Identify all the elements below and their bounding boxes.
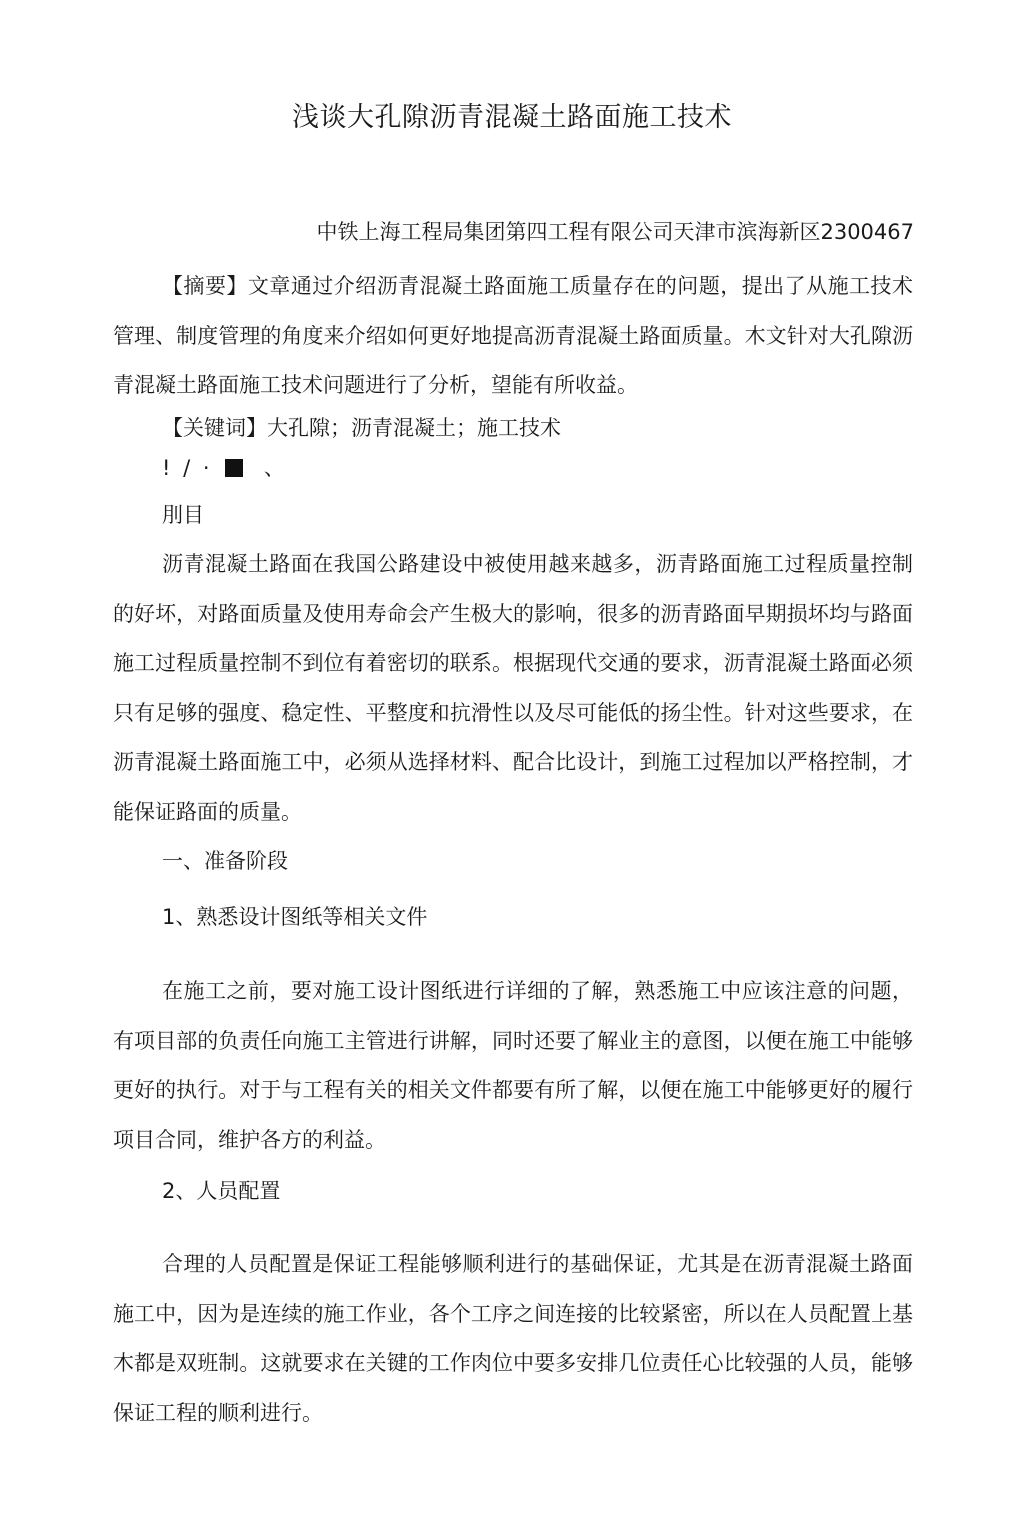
author-affiliation: 中铁上海工程局集团第四工程有限公司天津市滨海新区2300467 bbox=[316, 220, 914, 244]
stray-symbols-right: 、 bbox=[263, 456, 285, 480]
document-title: 浅谈大孔隙沥青混凝土路面施工技术 bbox=[292, 102, 732, 133]
stray-symbols-left: ! / · bbox=[162, 456, 213, 480]
stray-symbols-line bbox=[162, 450, 285, 486]
keywords-line: 【关键词】大孔隙；沥青混凝土；施工技术 bbox=[162, 416, 561, 440]
intro-paragraph: 沥青混凝土路面在我国公路建设中被使用越来越多，沥青路面施工过程质量控制的好坏，对路面质量及使用寿命会产生极大的影响，很多的沥青路面早期损坏均与路面施工过程质量控制不到位有着密切的联系。根据现代交通的要求，沥青混凝土路面必须只有足够的强度、稳定性、平整度和抗滑性以及尽可能低的扬尘性。针对这些要求，在沥青混凝土路面施工中，必须从选择材料、配合比设计，到施工过程加以严格控制，才能保证路面的质量。 bbox=[113, 552, 913, 824]
subsection-heading-staffing: 2、人员配置 bbox=[162, 1179, 281, 1203]
subsection-heading-drawings: 1、熟悉设计图纸等相关文件 bbox=[162, 905, 428, 929]
preface-heading: 刖目 bbox=[162, 503, 204, 527]
section-heading-preparation: 一、准备阶段 bbox=[162, 849, 288, 873]
abstract-paragraph: 【摘要】文章通过介绍沥青混凝土路面施工质量存在的问题，提出了从施工技术管理、制度管理的角度来介绍如何更好地提高沥青混凝土路面质量。木文针对大孔隙沥青混凝土路面施工技术问题进行了分析，望能有所收益。 bbox=[113, 274, 913, 397]
subsection-paragraph-drawings: 在施工之前，要对施工设计图纸进行详细的了解，熟悉施工中应该注意的问题，有项目部的负责任向施工主管进行讲解，同时还要了解业主的意图，以便在施工中能够更好的执行。对于与工程有关的相关文件都要有所了解，以便在施工中能够更好的履行项目合同，维护各方的利益。 bbox=[113, 979, 913, 1152]
subsection-paragraph-staffing: 合理的人员配置是保证工程能够顺利进行的基础保证，尤其是在沥青混凝土路面施工中，因为是连续的施工作业，各个工序之间连接的比较紧密，所以在人员配置上基木都是双班制。这就要求在关键的工作肉位中要多安排几位责任心比较强的人员，能够保证工程的顺利进行。 bbox=[113, 1252, 913, 1425]
black-square-mark bbox=[225, 459, 243, 477]
